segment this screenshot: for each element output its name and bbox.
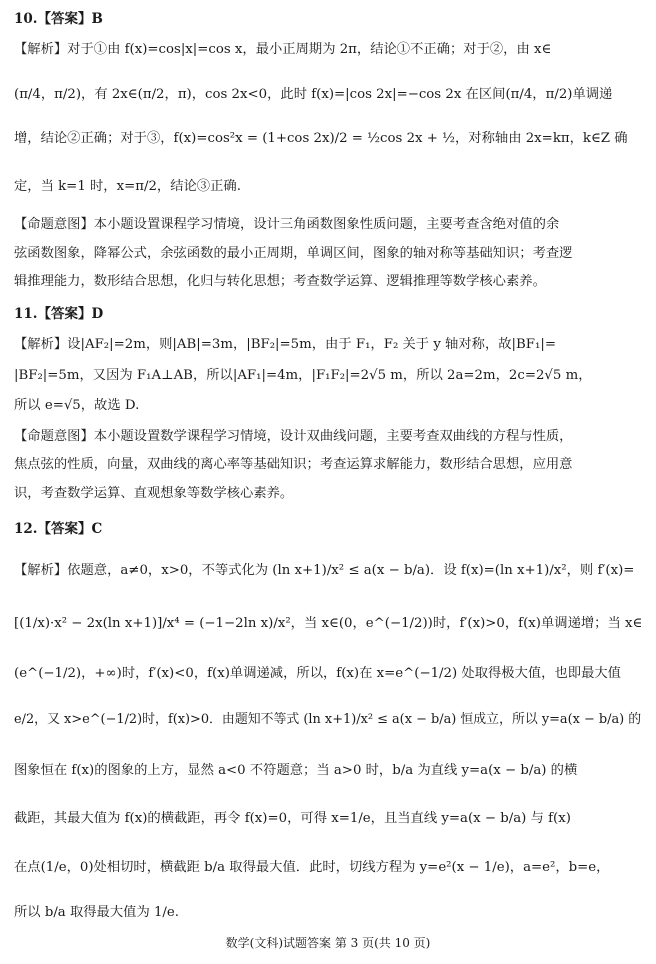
q11-answer: 11.【答案】D <box>14 306 104 322</box>
q11-analysis-line-3: 所以 e=√5，故选 D. <box>14 398 140 413</box>
q10-intent-line-2: 弦函数图象，降幂公式，余弦函数的最小正周期，单调区间，图象的轴对称等基础知识；考查逻 <box>14 246 573 261</box>
q11-intent-line-3: 识，考查数学运算、直观想象等数学核心素养。 <box>14 486 294 501</box>
q12-analysis-line-7: 在点(1/e，0)处相切时，横截距 b/a 取得最大值．此时，切线方程为 y=e²(x − 1/e)，a=e²，b=e， <box>14 860 610 875</box>
q10-answer: 10.【答案】B <box>14 11 103 27</box>
q10-analysis-line-4: 定，当 k=1 时，x=π/2，结论③正确. <box>14 179 241 194</box>
q10-analysis-line-2: (π/4，π/2)，有 2x∈(π/2，π)，cos 2x<0，此时 f(x)=|cos 2x|=−cos 2x 在区间(π/4，π/2)单调递 <box>14 87 613 102</box>
q10-intent-line-1: 【命题意图】本小题设置课程学习情境，设计三角函数图象性质问题，主要考查含绝对值的余 <box>14 217 560 232</box>
q12-analysis-line-3: (e^(−1/2)，+∞)时，f′(x)<0，f(x)单调递减，所以，f(x)在 x=e^(−1/2) 处取得极大值，也即最大值 <box>14 666 621 681</box>
q11-intent-line-1: 【命题意图】本小题设置数学课程学习情境，设计双曲线问题，主要考查双曲线的方程与性质， <box>14 429 573 444</box>
q12-answer: 12.【答案】C <box>14 521 103 537</box>
q10-intent-line-3: 辑推理能力，数形结合思想，化归与转化思想；考查数学运算、逻辑推理等数学核心素养。 <box>14 274 546 289</box>
q11-intent-line-2: 焦点弦的性质，向量，双曲线的离心率等基础知识；考查运算求解能力，数形结合思想，应用意 <box>14 457 573 472</box>
q11-analysis-line-2: |BF₂|=5m，又因为 F₁A⊥AB，所以|AF₁|=4m，|F₁F₂|=2√5 m，所以 2a=2m，2c=2√5 m， <box>14 368 592 383</box>
q10-analysis-line-3: 增，结论②正确；对于③，f(x)=cos²x = (1+cos 2x)/2 = ½cos 2x + ½，对称轴由 2x=kπ，k∈Z 确 <box>14 131 628 146</box>
page-footer: 数学(文科)试题答案 第 3 页(共 10 页) <box>225 936 431 950</box>
q12-analysis-line-5: 图象恒在 f(x)的图象的上方，显然 a<0 不符题意；当 a>0 时，b/a 为直线 y=a(x − b/a) 的横 <box>14 763 578 778</box>
q10-analysis-line-1: 【解析】对于①由 f(x)=cos|x|=cos x，最小正周期为 2π，结论①不正确；对于②，由 x∈ <box>14 42 552 57</box>
q12-analysis-line-6: 截距，其最大值为 f(x)的横截距，再令 f(x)=0，可得 x=1/e，且当直线 y=a(x − b/a) 与 f(x) <box>14 811 571 826</box>
q12-analysis-line-2: [(1/x)·x² − 2x(ln x+1)]/x⁴ = (−1−2ln x)/x²，当 x∈(0，e^(−1/2))时，f′(x)>0，f(x)单调递增；当 x∈ <box>14 616 643 631</box>
q11-analysis-line-1: 【解析】设|AF₂|=2m，则|AB|=3m，|BF₂|=5m，由于 F₁，F₂ 关于 y 轴对称，故|BF₁|= <box>14 337 556 352</box>
q12-analysis-line-8: 所以 b/a 取得最大值为 1/e. <box>14 905 180 920</box>
q12-analysis-line-4: e/2，又 x>e^(−1/2)时，f(x)>0．由题知不等式 (ln x+1)/x² ≤ a(x − b/a) 恒成立，所以 y=a(x − b/a) 的 <box>14 712 642 727</box>
q12-analysis-line-1: 【解析】依题意，a≠0，x>0，不等式化为 (ln x+1)/x² ≤ a(x − b/a)．设 f(x)=(ln x+1)/x²，则 f′(x)= <box>14 563 635 578</box>
